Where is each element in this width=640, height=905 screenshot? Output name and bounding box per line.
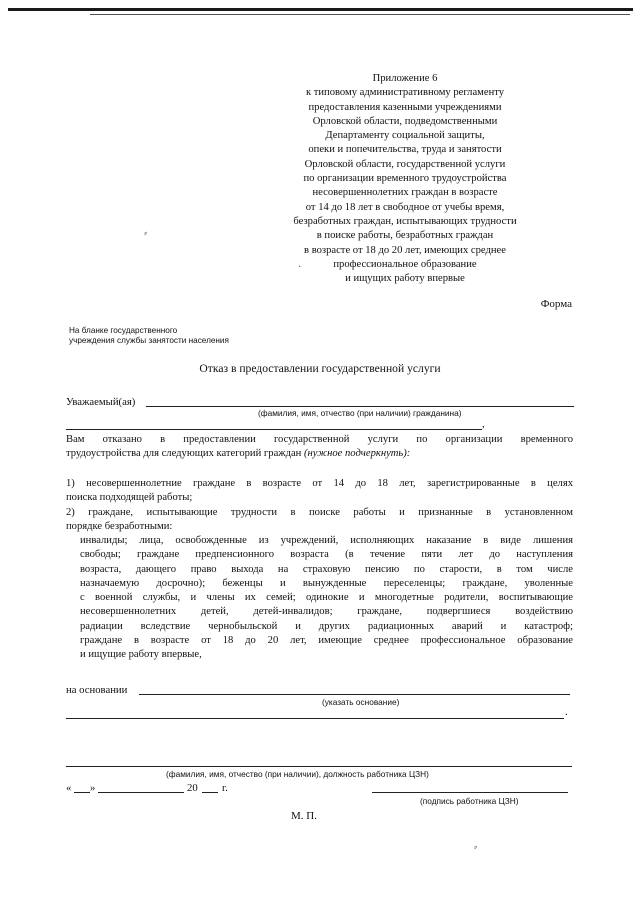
category-line: назначаемую досрочно); беженцы и вынужденные переселенцы; граждане, уволенные [80, 577, 573, 589]
appendix-header [255, 72, 555, 286]
greeting-label: Уважаемый(ая) [66, 396, 136, 408]
blank-note-line-1: На бланке государственного [69, 326, 178, 335]
date-close-quote: » [90, 782, 96, 794]
item-2-line-2: порядке безработными: [66, 521, 173, 533]
blank-note [69, 326, 229, 346]
blank-note-line-2: учреждения службы занятости населения [69, 336, 229, 345]
appendix-line: несовершеннолетних граждан в возрасте [312, 187, 498, 199]
basis-label: на основании [66, 684, 128, 696]
appendix-line: Приложение 6 [372, 73, 438, 84]
category-line: радиации вследствие чернобыльской и других радиационных аварий и катастроф; [80, 620, 573, 632]
category-line: и ищущие работу впервые, [80, 649, 202, 661]
signature-line[interactable] [372, 792, 568, 793]
signature-caption: (подпись работника ЦЗН) [420, 796, 519, 806]
appendix-line: Департаменту социальной защиты, [325, 130, 485, 142]
date-open-quote: « [66, 782, 72, 794]
item-1-line-1: 1) несовершеннолетние граждане в возрасте от 14 до 18 лет, зарегистрированные в целях [66, 478, 573, 489]
scan-speck-mark: · [298, 262, 302, 273]
scan-artifact-top-line [8, 8, 633, 11]
appendix-line: от 14 до 18 лет в свободное от учебы время, [305, 201, 505, 213]
category-line: свободы; граждане предпенсионного возраста (в течение пяти лет до наступления [80, 549, 573, 561]
scan-speck-mark: ⸗ [474, 842, 478, 853]
item-1-minors[interactable] [66, 477, 573, 506]
comma-mark: , [482, 418, 485, 430]
basis-line-2[interactable] [66, 718, 564, 719]
appendix-line: по организации временного трудоустройства [303, 173, 507, 185]
refusal-paragraph [66, 433, 573, 462]
underline-instruction: (нужное подчеркнуть): [304, 448, 411, 460]
appendix-line: профессиональное образование [333, 258, 477, 270]
category-line: с военной службы, и члены их семей; одинокие и многодетные родители, воспитывающие [80, 592, 573, 604]
category-line: несовершеннолетних детей, детей-инвалидов; граждане, подвергшиеся воздействию [80, 606, 573, 618]
citizen-name-line-2[interactable] [66, 429, 482, 430]
scan-artifact-thin-line [90, 14, 630, 15]
category-line: инвалиды; лица, освобожденные из учреждений, исполняющих наказание в виде лишения [80, 535, 573, 546]
appendix-line: и ищущих работу впервые [345, 273, 465, 285]
category-line: граждане в возрасте от 18 до 20 лет, имеющие среднее профессиональное образование [80, 635, 573, 647]
appendix-line: к типовому административному регламенту [305, 87, 505, 99]
employee-line[interactable] [66, 766, 572, 767]
period-mark: . [565, 706, 568, 718]
document-title: Отказ в предоставлении государственной услуги [199, 362, 441, 375]
appendix-line: в возрасте от 18 до 20 лет, имеющих среднее [304, 244, 506, 256]
refusal-line-1: Вам отказано в предоставлении государственной услуги по организации временного [66, 434, 573, 445]
item-2-line-1: 2) граждане, испытывающие трудности в поиске работы и признанные в установленном [66, 507, 573, 518]
scan-speck-mark: ⸗ [144, 228, 148, 239]
item-2-unemployed[interactable] [66, 506, 573, 535]
date-year-suffix: г. [222, 782, 228, 794]
item-1-line-2: поиска подходящей работы; [66, 492, 193, 504]
date-year-prefix: 20 [187, 782, 198, 794]
basis-line[interactable] [139, 694, 570, 695]
refusal-line-2-text: трудоустройства для следующих категорий граждан [66, 448, 302, 460]
appendix-line: опеки и попечительства, труда и занятости [308, 144, 502, 156]
employee-caption: (фамилия, имя, отчество (при наличии), должность работника ЦЗН) [166, 769, 429, 779]
appendix-line: безработных граждан, испытывающих трудности [293, 215, 517, 227]
form-label: Форма [540, 298, 572, 310]
categories-list[interactable] [80, 534, 573, 663]
basis-caption: (указать основание) [322, 697, 400, 707]
stamp-place: М. П. [291, 810, 317, 822]
date-year-line[interactable] [202, 792, 218, 793]
appendix-line: Орловской области, подведомственными [312, 115, 498, 127]
appendix-line: предоставления казенными учреждениями [308, 101, 502, 113]
refusal-line-2 [66, 447, 573, 461]
date-day-line[interactable] [74, 792, 90, 793]
citizen-name-line[interactable] [146, 406, 574, 407]
date-month-line[interactable] [98, 792, 184, 793]
appendix-line: Орловской области, государственной услуги [304, 158, 506, 170]
category-line: возраста, дающего право выхода на страховую пенсию по старости, в том числе [80, 563, 573, 575]
citizen-name-caption: (фамилия, имя, отчество (при наличии) гражданина) [258, 408, 462, 418]
appendix-line: в поиске работы, безработных граждан [316, 230, 494, 242]
